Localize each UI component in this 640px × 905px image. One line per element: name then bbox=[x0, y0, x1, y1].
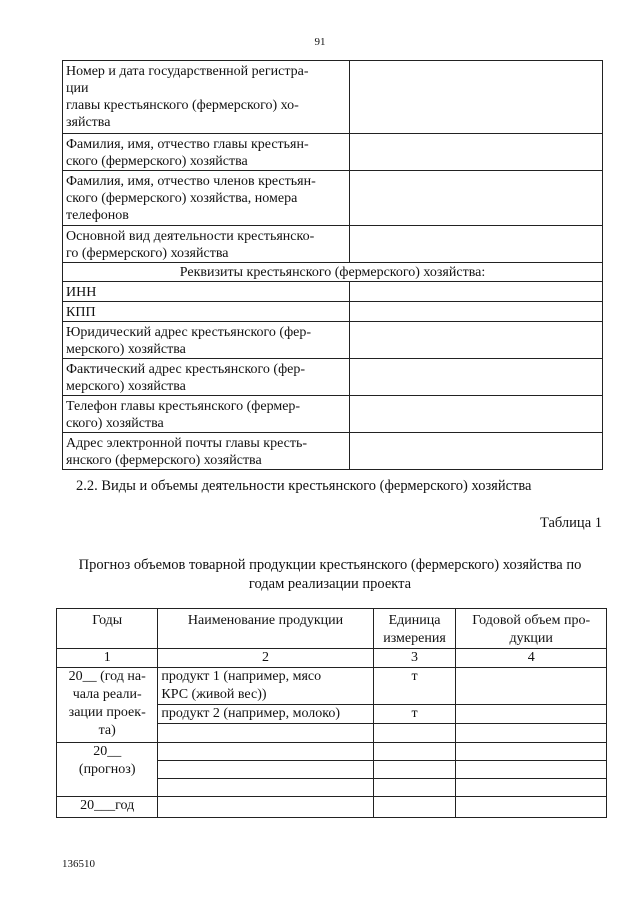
footer-code: 136510 bbox=[62, 858, 95, 870]
year-next-cell: 20___год bbox=[57, 797, 158, 818]
volume-cell[interactable] bbox=[456, 797, 607, 818]
unit-cell[interactable] bbox=[373, 779, 456, 797]
table-row bbox=[57, 668, 607, 705]
email-value[interactable] bbox=[349, 433, 602, 470]
inn-label: ИНН bbox=[63, 282, 350, 302]
head-name-value[interactable] bbox=[349, 134, 602, 171]
table-row bbox=[63, 396, 603, 433]
requisites-table bbox=[62, 60, 603, 470]
table-row bbox=[63, 282, 603, 302]
table-row bbox=[63, 322, 603, 359]
phone-value[interactable] bbox=[349, 396, 602, 433]
product-cell[interactable] bbox=[158, 797, 373, 818]
unit-cell[interactable] bbox=[373, 724, 456, 743]
unit-2-cell: т bbox=[373, 705, 456, 724]
phone-label: Телефон главы крестьянского (фермер- ского) хозяйства bbox=[63, 396, 350, 433]
volume-1-cell[interactable] bbox=[456, 668, 607, 705]
table-row bbox=[63, 433, 603, 470]
column-number: 4 bbox=[456, 649, 607, 668]
unit-cell[interactable] bbox=[373, 743, 456, 761]
product-cell[interactable] bbox=[158, 724, 373, 743]
unit-1-cell: т bbox=[373, 668, 456, 705]
activity-label: Основной вид деятельности крестьянско- го (фермерского) хозяйства bbox=[63, 226, 350, 263]
volume-cell[interactable] bbox=[456, 779, 607, 797]
table-row bbox=[57, 743, 607, 761]
volume-2-cell[interactable] bbox=[456, 705, 607, 724]
kpp-label: КПП bbox=[63, 302, 350, 322]
product-cell[interactable] bbox=[158, 761, 373, 779]
year-forecast-cell: 20__ (прогноз) bbox=[57, 743, 158, 797]
members-value[interactable] bbox=[349, 171, 602, 226]
legal-address-value[interactable] bbox=[349, 322, 602, 359]
actual-address-value[interactable] bbox=[349, 359, 602, 396]
table-row bbox=[63, 61, 603, 134]
requisites-section-title: Реквизиты крестьянского (фермерского) хозяйства: bbox=[63, 263, 603, 282]
forecast-caption: Прогноз объемов товарной продукции крестьянского (фермерского) хозяйства по годам реализации проекта bbox=[78, 557, 582, 592]
column-number-row bbox=[57, 649, 607, 668]
column-number: 2 bbox=[158, 649, 373, 668]
product-2-cell: продукт 2 (например, молоко) bbox=[158, 705, 373, 724]
table-header-row bbox=[57, 609, 607, 649]
registration-value[interactable] bbox=[349, 61, 602, 134]
actual-address-label: Фактический адрес крестьянского (фер- мерского) хозяйства bbox=[63, 359, 350, 396]
registration-label: Номер и дата государственной регистра- ции главы крестьянского (фермерского) хо- зяйства bbox=[63, 61, 350, 134]
header-years: Годы bbox=[57, 609, 158, 649]
head-name-label: Фамилия, имя, отчество главы крестьян- ского (фермерского) хозяйства bbox=[63, 134, 350, 171]
product-1-cell: продукт 1 (например, мясо КРС (живой вес)) bbox=[158, 668, 373, 705]
page-number: 91 bbox=[314, 36, 326, 48]
table-row bbox=[63, 263, 603, 282]
section-heading: 2.2. Виды и объемы деятельности крестьянского (фермерского) хозяйства bbox=[76, 478, 532, 494]
header-product-name: Наименование продукции bbox=[158, 609, 373, 649]
table-row bbox=[63, 134, 603, 171]
legal-address-label: Юридический адрес крестьянского (фер- мерского) хозяйства bbox=[63, 322, 350, 359]
unit-cell[interactable] bbox=[373, 797, 456, 818]
volume-cell[interactable] bbox=[456, 724, 607, 743]
email-label: Адрес электронной почты главы кресть- янского (фермерского) хозяйства bbox=[63, 433, 350, 470]
product-cell[interactable] bbox=[158, 779, 373, 797]
table-row bbox=[63, 359, 603, 396]
table-row bbox=[63, 302, 603, 322]
table-row bbox=[63, 171, 603, 226]
table-number: Таблица 1 bbox=[539, 515, 602, 531]
activity-value[interactable] bbox=[349, 226, 602, 263]
unit-cell[interactable] bbox=[373, 761, 456, 779]
table-row bbox=[63, 226, 603, 263]
inn-value[interactable] bbox=[349, 282, 602, 302]
kpp-value[interactable] bbox=[349, 302, 602, 322]
members-label: Фамилия, имя, отчество членов крестьян- ского (фермерского) хозяйства, номера телефонов bbox=[63, 171, 350, 226]
volume-cell[interactable] bbox=[456, 743, 607, 761]
forecast-table bbox=[56, 608, 607, 818]
column-number: 3 bbox=[373, 649, 456, 668]
column-number: 1 bbox=[57, 649, 158, 668]
year-start-cell: 20__ (год на- чала реали- зации проек- та) bbox=[57, 668, 158, 743]
volume-cell[interactable] bbox=[456, 761, 607, 779]
header-annual-volume: Годовой объем про- дукции bbox=[456, 609, 607, 649]
header-unit: Единица измерения bbox=[373, 609, 456, 649]
table-row bbox=[57, 797, 607, 818]
product-cell[interactable] bbox=[158, 743, 373, 761]
